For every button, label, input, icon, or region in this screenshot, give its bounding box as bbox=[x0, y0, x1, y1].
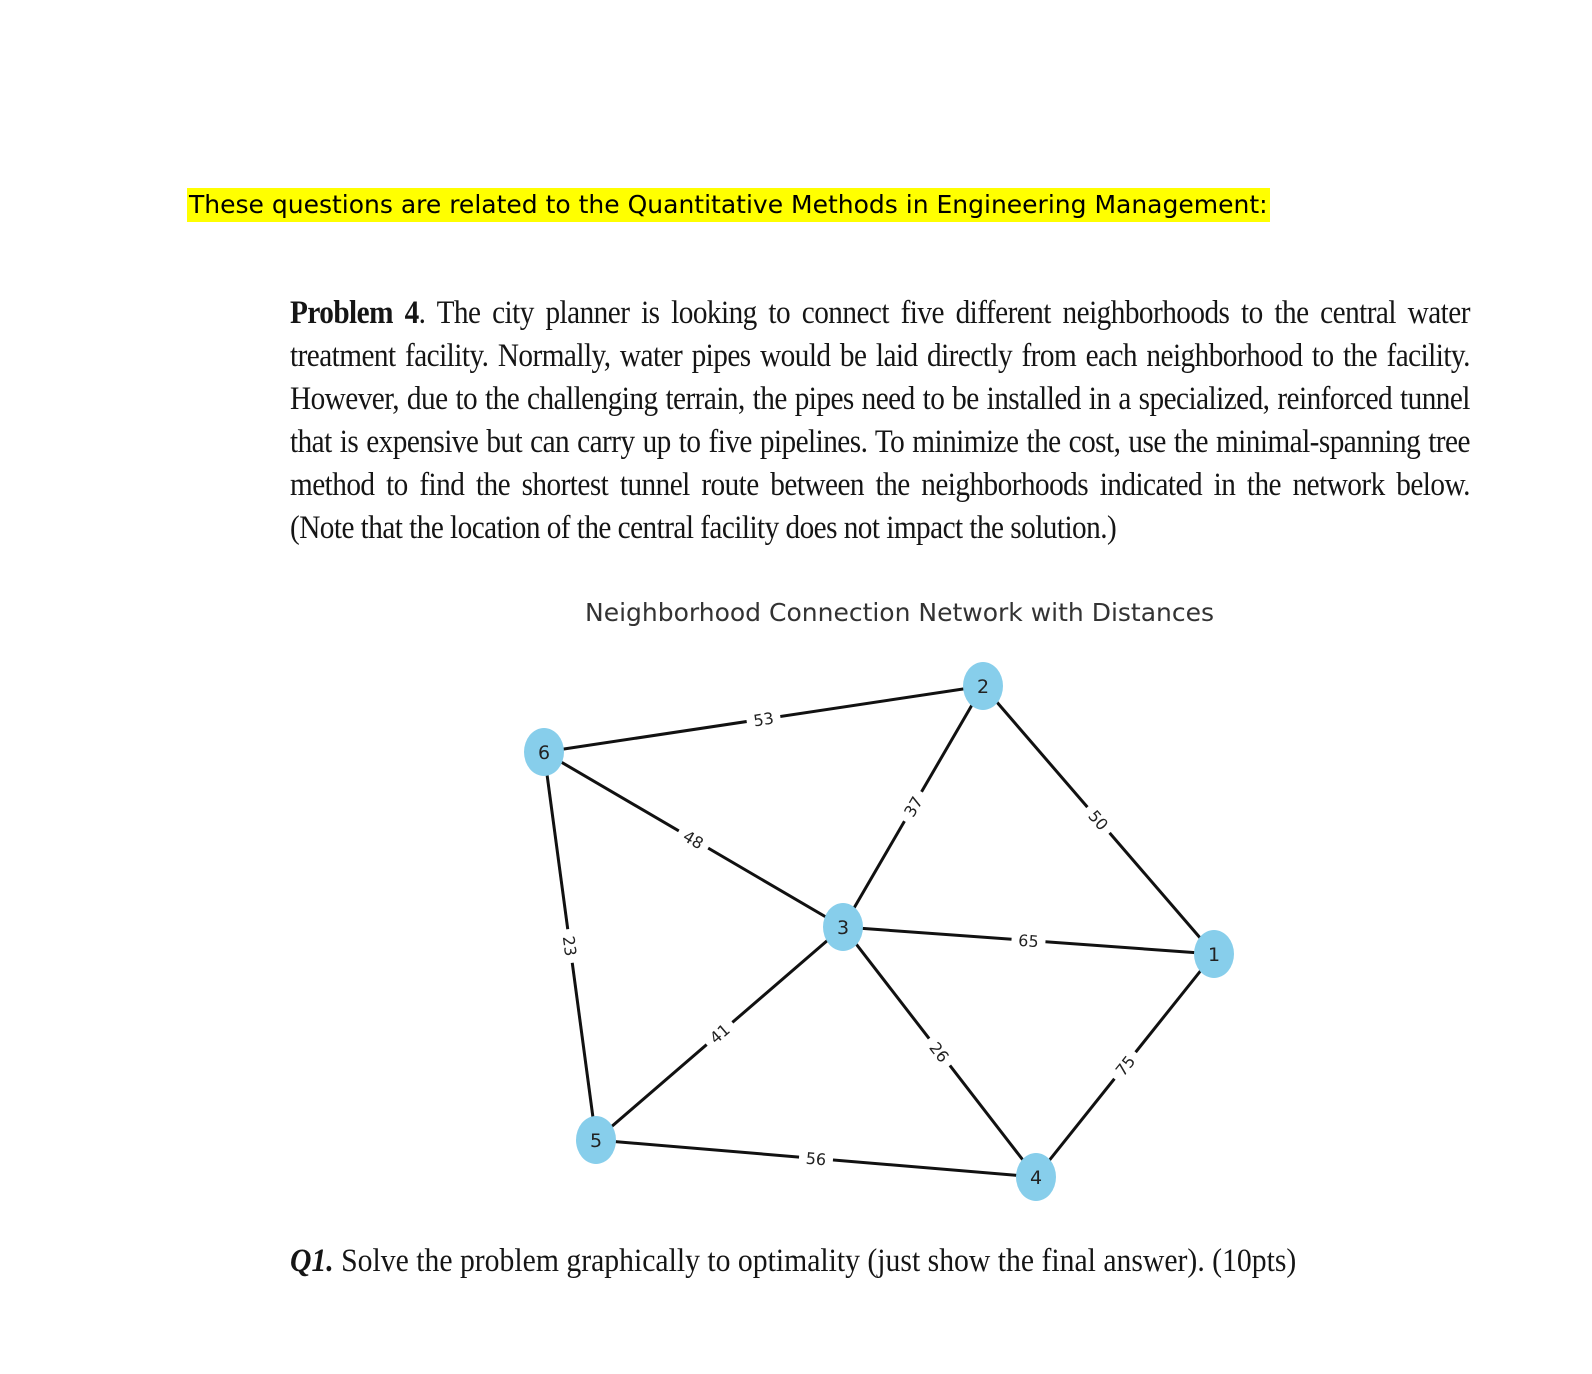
edge-weight-label: 41 bbox=[705, 1020, 734, 1048]
problem-text: . The city planner is looking to connect five different neighborhoods to the central water treatment facility. Normally, water pipes would be laid directly from each neighborhood to the facility. However, due to the challenging terrain, the pipes need to be installed in a specialized, reinforced tunnel that is expensive but can carry up to five pipelines. To minimize the cost, use the minimal-spanning tree method to find the shortest tunnel route between the neighborhoods indicated in the network below. (Note that the location of the central facility does not impact the solution.) bbox=[290, 295, 1470, 546]
edge-weight-label: 26 bbox=[925, 1038, 953, 1067]
figure-title: Neighborhood Connection Network with Distances bbox=[585, 598, 1215, 627]
node-label-1: 1 bbox=[1207, 944, 1221, 966]
node-label-3: 3 bbox=[836, 917, 850, 939]
edge-weight-label: 53 bbox=[752, 708, 776, 731]
edge-weight-label: 48 bbox=[679, 826, 707, 854]
edge-weight-label: 50 bbox=[1084, 806, 1112, 835]
edge-weight-label: 23 bbox=[558, 934, 581, 958]
question-1 bbox=[290, 1243, 1296, 1280]
question-number: Q1. bbox=[290, 1243, 334, 1279]
edge-weight-label: 75 bbox=[1111, 1051, 1140, 1080]
highlighted-heading: These questions are related to the Quantitative Methods in Engineering Management: bbox=[187, 188, 1270, 222]
problem-label: Problem 4 bbox=[290, 295, 419, 331]
edge-weight-label: 37 bbox=[900, 793, 927, 821]
node-label-4: 4 bbox=[1029, 1167, 1043, 1189]
node-label-6: 6 bbox=[537, 742, 551, 764]
question-text: Solve the problem graphically to optimality (just show the final answer). (10pts) bbox=[333, 1243, 1297, 1279]
edge-weight-label: 65 bbox=[1017, 930, 1040, 952]
edge-weight-label: 56 bbox=[805, 1148, 827, 1170]
node-label-2: 2 bbox=[976, 676, 990, 698]
node-label-5: 5 bbox=[589, 1130, 603, 1152]
